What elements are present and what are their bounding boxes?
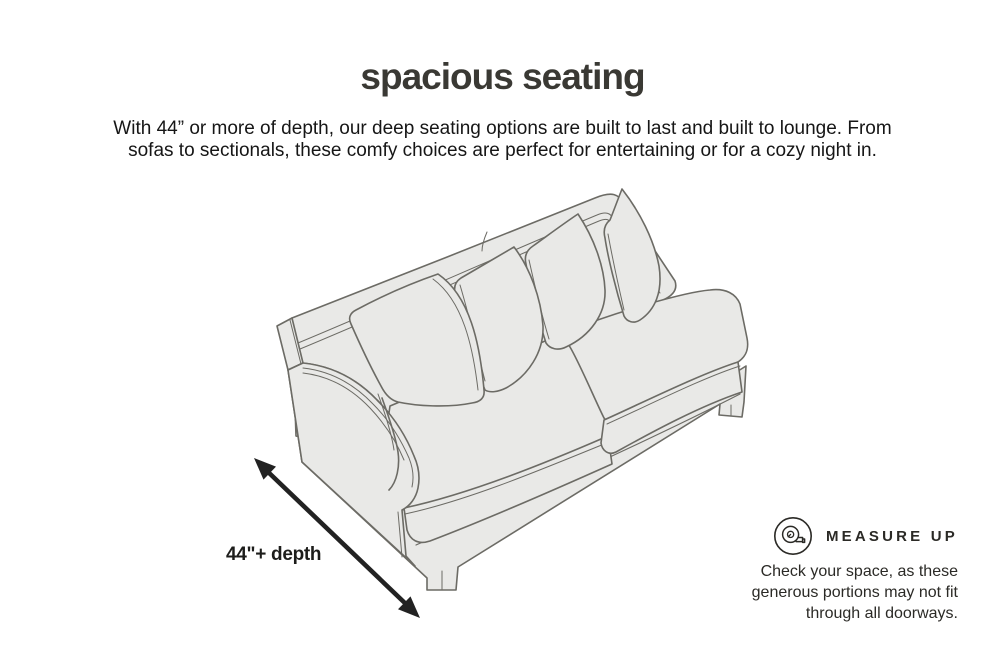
- measure-up-note-line-3: through all doorways.: [805, 605, 958, 622]
- measure-up-callout: [688, 516, 958, 624]
- intro-line-2: sofas to sectionals, these comfy choices are perfect for entertaining or for a cozy night in.: [128, 140, 877, 161]
- measure-up-note-line-1: Check your space, as these: [760, 563, 958, 580]
- page-title: spacious seating: [360, 56, 645, 97]
- intro-line-1: With 44” or more of depth, our deep seating options are built to last and built to lounge. From: [113, 118, 892, 139]
- measure-up-header: [688, 516, 958, 556]
- depth-dimension-label: 44"+ depth: [226, 544, 322, 565]
- measure-up-note-line-2: generous portions may not fit: [751, 584, 958, 601]
- sofa-line-art: [277, 189, 748, 590]
- measure-up-note: [688, 561, 958, 624]
- measure-up-label: MEASURE UP: [825, 527, 958, 545]
- tape-measure-icon: [773, 516, 813, 556]
